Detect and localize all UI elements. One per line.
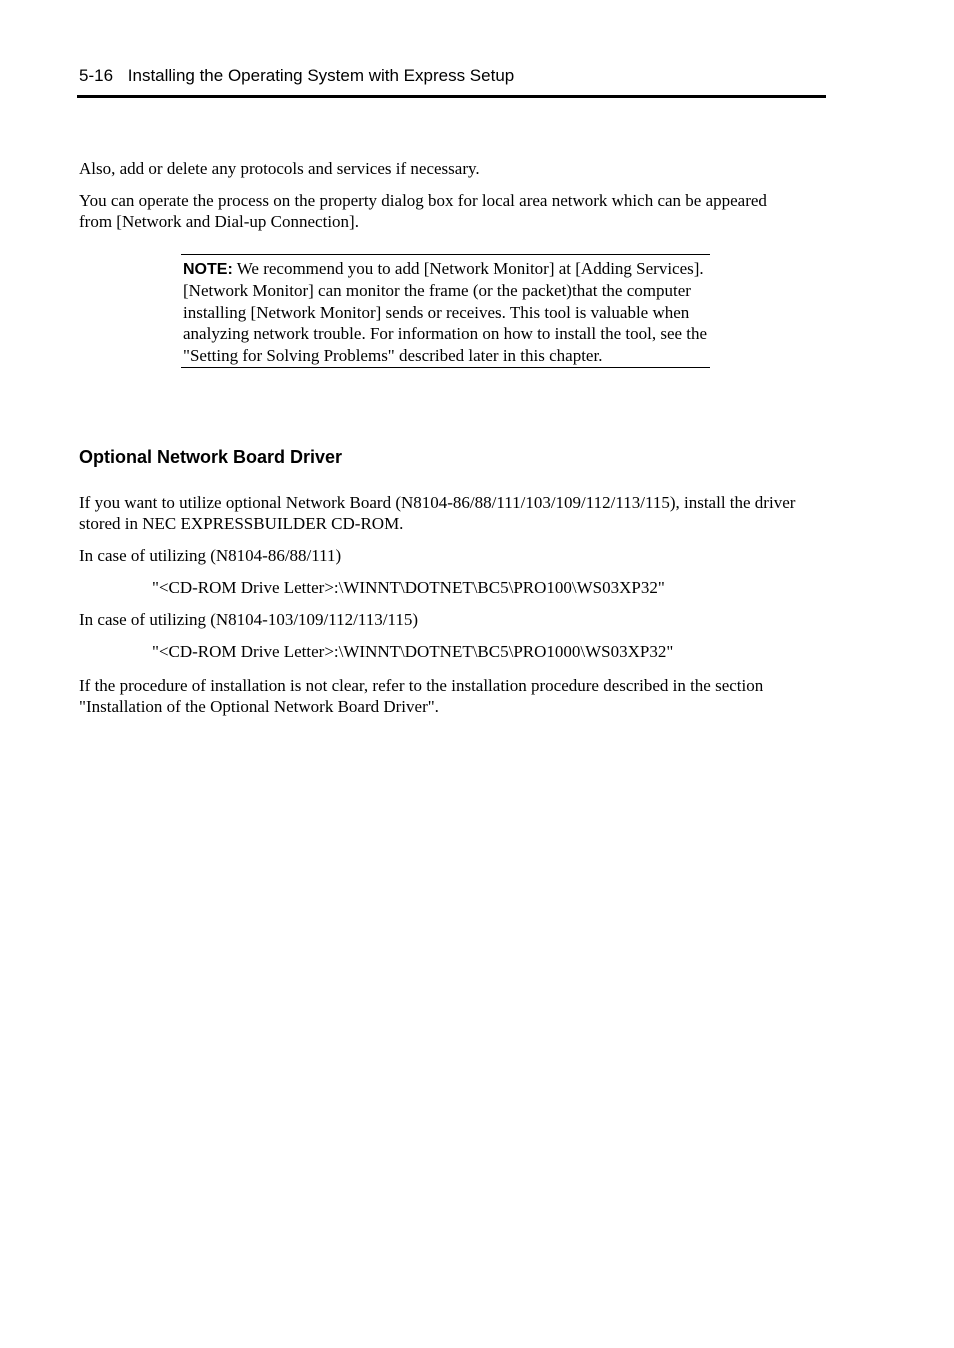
intro-paragraph-protocols: Also, add or delete any protocols and services if necessary. bbox=[79, 159, 480, 178]
page-number: 5-16 bbox=[79, 66, 114, 85]
note-box bbox=[181, 254, 710, 368]
chapter-title: Installing the Operating System with Express Setup bbox=[127, 66, 515, 85]
section-paragraph-utilize: If you want to utilize optional Network Board (N8104-86/88/111/103/109/112/113/115), install the driver stored in NEC EXPRESSBUILDER CD-ROM. bbox=[79, 493, 796, 533]
case2-label: In case of utilizing (N8104-103/109/112/113/115) bbox=[79, 610, 418, 629]
case1-path: "<CD-ROM Drive Letter>:\WINNT\DOTNET\BC5\PRO100\WS03XP32" bbox=[152, 578, 665, 597]
case1-label: In case of utilizing (N8104-86/88/111) bbox=[79, 546, 342, 565]
running-header bbox=[79, 66, 514, 86]
header-rule bbox=[77, 95, 826, 98]
section-heading: Optional Network Board Driver bbox=[79, 447, 343, 467]
case2-path: "<CD-ROM Drive Letter>:\WINNT\DOTNET\BC5\PRO1000\WS03XP32" bbox=[152, 642, 674, 661]
intro-paragraph-property-dialog: You can operate the process on the property dialog box for local area network which can be appeared from [Network and Dial-up Connection]. bbox=[79, 191, 767, 231]
note-text: We recommend you to add [Network Monitor] at [Adding Services]. [Network Monitor] can monitor the frame (or the packet)that the computer installing [Network Monitor] sends or receives. This tool is valuable when analyzing network trouble. For information on how to install the tool, see the "Setting for Solving Problems" described later in this chapter. bbox=[183, 259, 708, 365]
closing-paragraph: If the procedure of installation is not clear, refer to the installation procedure described in the section "Installation of the Optional Network Board Driver". bbox=[79, 676, 764, 716]
note-label: NOTE: bbox=[183, 261, 233, 278]
